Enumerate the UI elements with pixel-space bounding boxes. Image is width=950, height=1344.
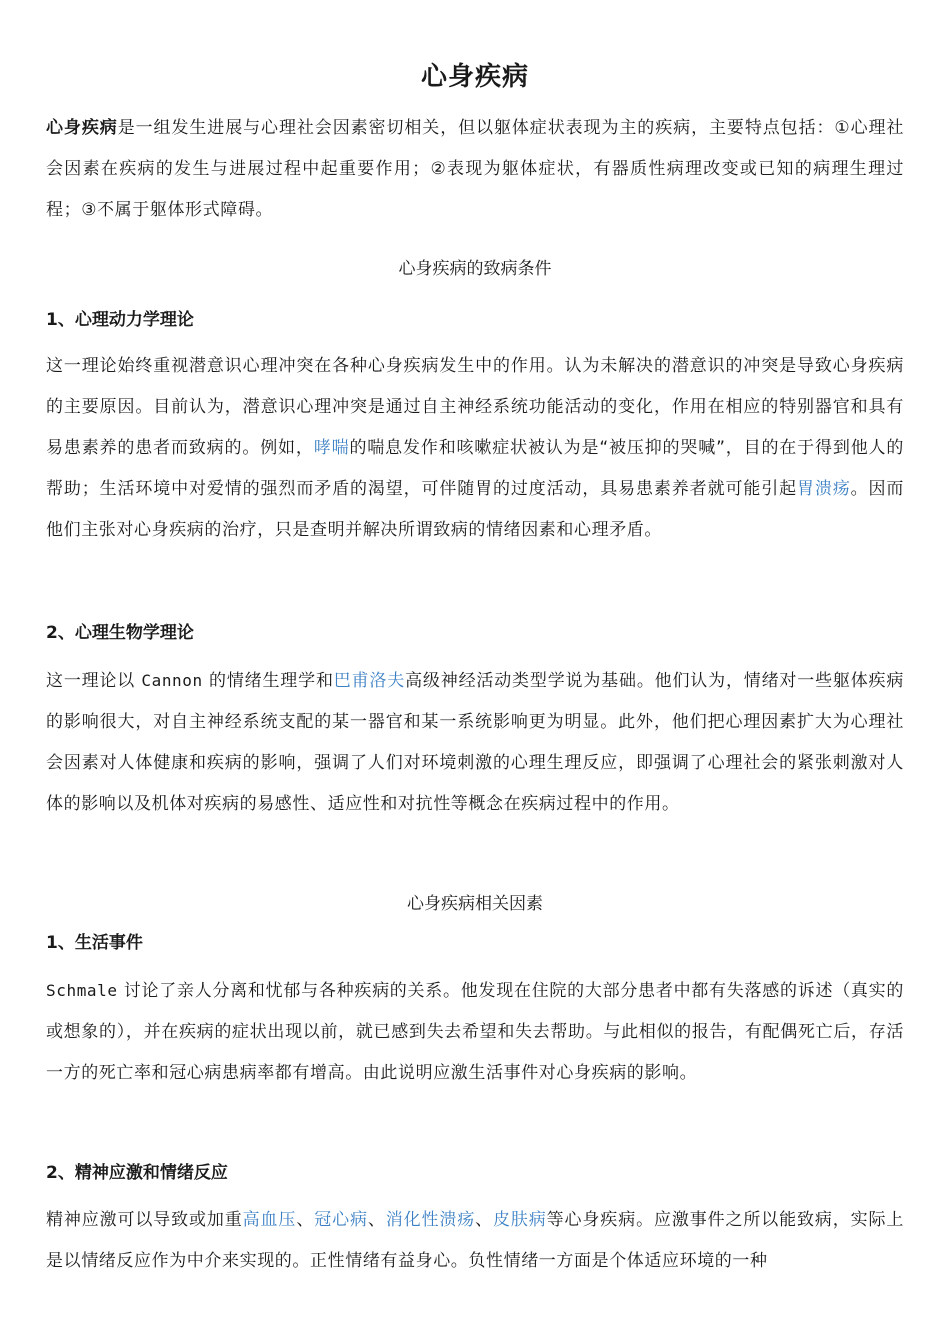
paragraph-text: 。因而他们主张对心身疾病的治疗，只是查明并解决所谓致病的情绪因素和心理矛盾。	[46, 479, 904, 540]
link-gastric-ulcer[interactable]: 胃溃疡	[796, 479, 851, 499]
paragraph-text: 精神应激可以导致或加重	[46, 1210, 243, 1230]
link-asthma[interactable]: 哮喘	[313, 438, 350, 458]
link-skin-disease[interactable]: 皮肤病	[493, 1210, 547, 1230]
heading-psychodynamic: 1、心理动力学理论	[46, 310, 194, 330]
heading-psychobiological: 2、心理生物学理论	[46, 623, 194, 643]
paragraph-text: 的喘息发作和咳嗽症状被认为是“被压抑的哭喊”，目的在于得到他人的帮助；生活环境中对爱情的强烈而矛盾的渴望，可伴随胃的过度活动，具易患素养者就可能引起	[46, 438, 904, 499]
separator: 、	[475, 1210, 494, 1230]
intro-paragraph	[46, 108, 904, 231]
section-title-factors: 心身疾病相关因素	[407, 894, 543, 914]
life-events-paragraph	[46, 970, 904, 1094]
link-pavlov[interactable]: 巴甫洛夫	[333, 671, 406, 691]
paragraph-text: 等心身疾病。应激事件之所以能致病，实际上是以情绪反应作为中介来实现的。正性情绪有益身心。负性情绪一方面是个体适应环境的一种	[46, 1210, 904, 1271]
paragraph-text: 讨论了亲人分离和忧郁与各种疾病的关系。他发现在住院的大部分患者中都有失落感的诉述（真实的或想象的），并在疾病的症状出现以前，就已感到失去希望和失去帮助。与此相似的报告，有配偶死亡后，存活一方的死亡率和冠心病患病率都有增高。由此说明应激生活事件对心身疾病的影响。	[46, 981, 904, 1083]
stress-emotion-paragraph	[46, 1200, 904, 1282]
name-schmale: Schmale	[46, 981, 118, 1000]
separator: 、	[367, 1210, 386, 1230]
link-coronary-heart-disease[interactable]: 冠心病	[314, 1210, 368, 1230]
intro-text: 是一组发生进展与心理社会因素密切相关，但以躯体症状表现为主的疾病，主要特点包括：①心理社会因素在疾病的发生与进展过程中起重要作用；②表现为躯体症状，有器质性病理改变或已知的病理生理过程；③不属于躯体形式障碍。	[46, 118, 905, 220]
heading-stress-emotion: 2、精神应激和情绪反应	[46, 1163, 228, 1183]
page-title: 心身疾病	[420, 62, 529, 92]
section-title-causes: 心身疾病的致病条件	[398, 259, 552, 279]
intro-term: 心身疾病	[46, 118, 118, 138]
name-cannon: Cannon	[141, 671, 203, 690]
paragraph-text: 这一理论始终重视潜意识心理冲突在各种心身疾病发生中的作用。认为未解决的潜意识的冲突是导致心身疾病的主要原因。目前认为，潜意识心理冲突是通过自主神经系统功能活动的变化，作用在相应的特别器官和具有易患素养的患者而致病的。例如，	[46, 356, 904, 458]
separator: 、	[296, 1210, 315, 1230]
link-hypertension[interactable]: 高血压	[242, 1210, 297, 1230]
paragraph-text: 高级神经活动类型学说为基础。他们认为，情绪对一些躯体疾病的影响很大，对自主神经系统支配的某一器官和某一系统影响更为明显。此外，他们把心理因素扩大为心理社会因素对人体健康和疾病的影响，强调了人们对环境刺激的心理生理反应，即强调了心理社会的紧张刺激对人体的影响以及机体对疾病的易感性、适应性和对抗性等概念在疾病过程中的作用。	[46, 671, 904, 814]
paragraph-text: 的情绪生理学和	[202, 671, 334, 691]
heading-life-events: 1、生活事件	[46, 933, 143, 953]
link-peptic-ulcer[interactable]: 消化性溃疡	[385, 1210, 476, 1230]
psychodynamic-paragraph	[46, 346, 904, 551]
paragraph-text: 这一理论以	[46, 671, 142, 691]
psychobiological-paragraph	[46, 660, 904, 825]
